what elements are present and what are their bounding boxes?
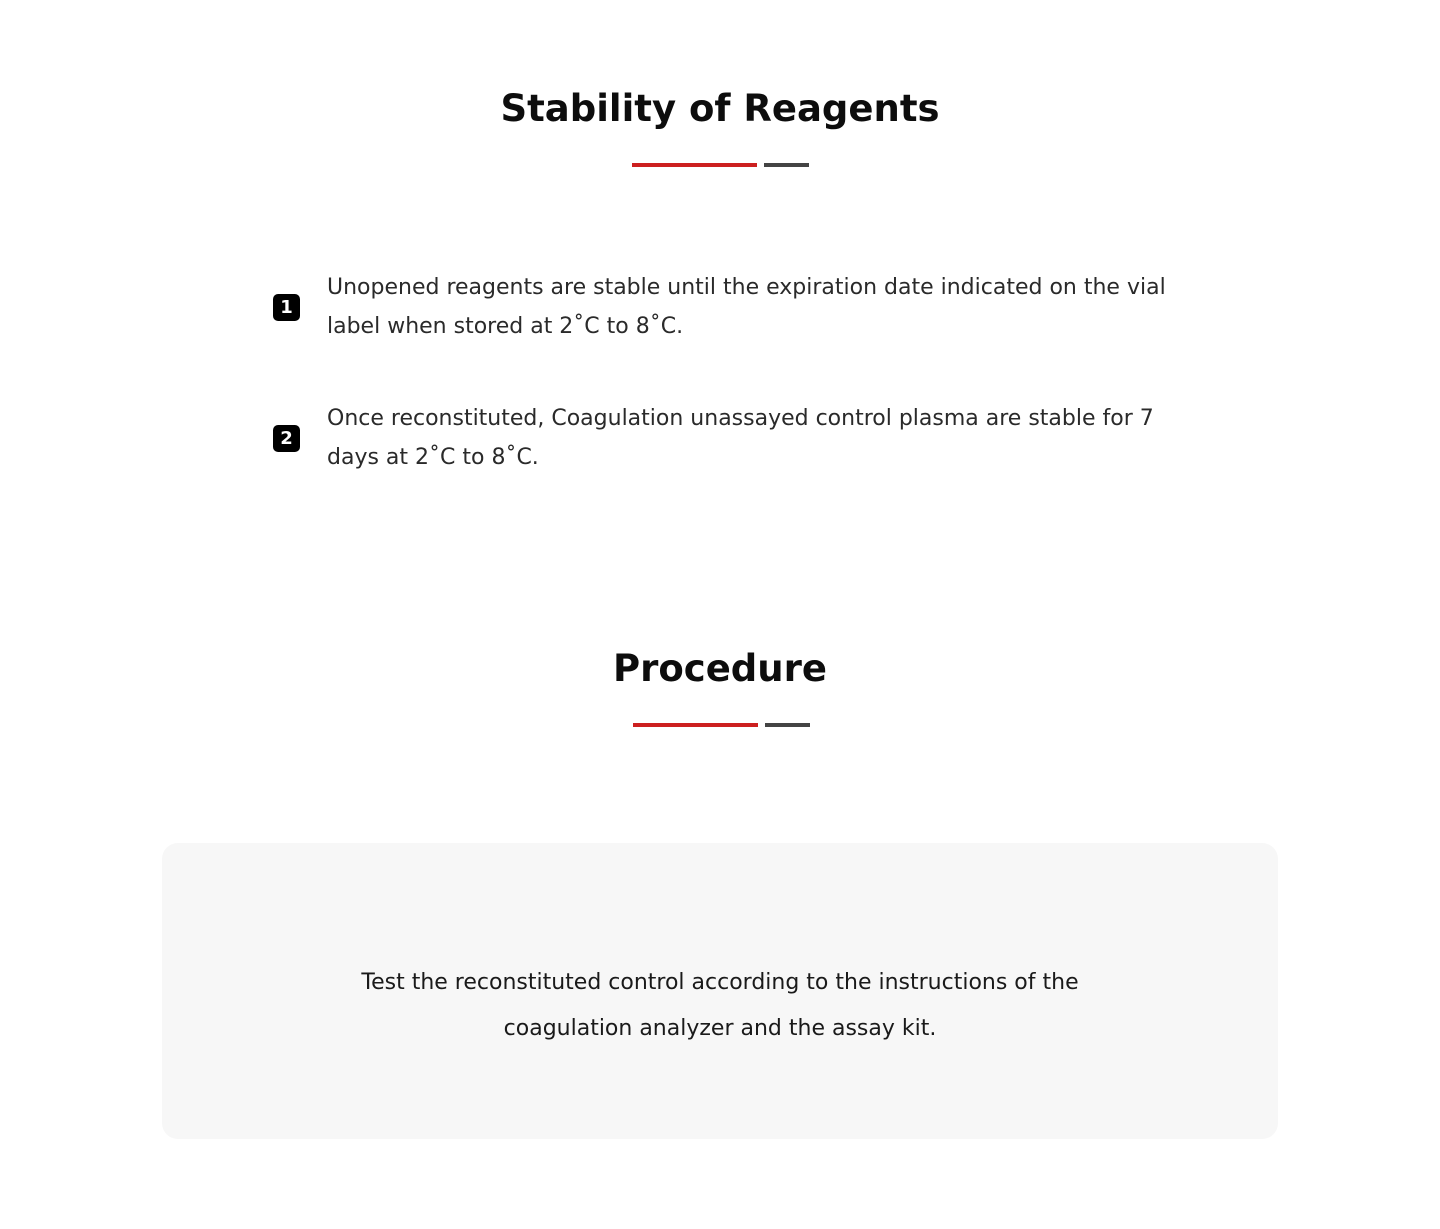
stability-title: Stability of Reagents [500, 87, 940, 130]
divider-dark-bar [764, 163, 809, 167]
divider-accent-bar [632, 163, 757, 167]
stability-item-text: Unopened reagents are stable until the expiration date indicated on the vial label when stored at 2˚C to 8˚C. [327, 275, 1166, 339]
procedure-title: Procedure [613, 647, 827, 690]
divider-accent-bar [633, 723, 758, 727]
divider-dark-bar [765, 723, 810, 727]
stability-item [273, 268, 1193, 346]
stability-item [273, 399, 1193, 477]
number-badge-1: 1 [273, 294, 300, 321]
procedure-title-divider [633, 723, 810, 727]
procedure-card [162, 843, 1278, 1139]
number-badge-2: 2 [273, 425, 300, 452]
stability-item-text: Once reconstituted, Coagulation unassayed control plasma are stable for 7 days at 2˚C to 8˚C. [327, 406, 1154, 470]
procedure-text: Test the reconstituted control according to the instructions of the coagulation analyzer and the assay kit. [361, 970, 1079, 1041]
stability-title-divider [632, 163, 809, 167]
